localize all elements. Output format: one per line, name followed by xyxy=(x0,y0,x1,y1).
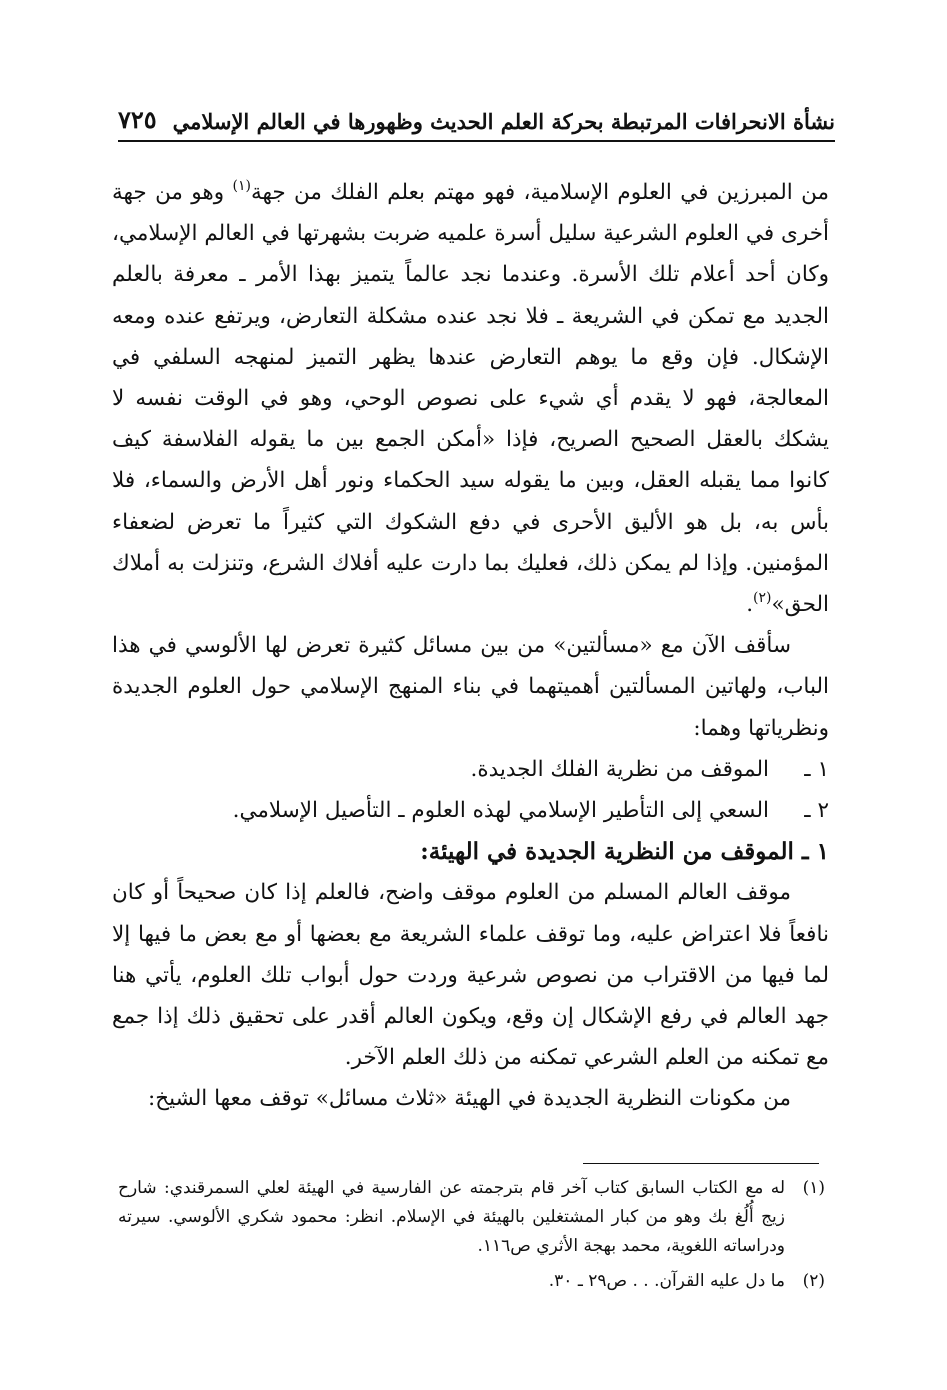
page-number: ٧٢٥ xyxy=(118,105,157,134)
list-item xyxy=(112,749,829,790)
list-item-text: السعي إلى التأطير الإسلامي لهذه العلوم ـ التأصيل الإسلامي. xyxy=(232,798,769,824)
list-item-number: ٢ ـ xyxy=(804,798,829,824)
footnote xyxy=(118,1267,825,1296)
footnote-text: ما دل عليه القرآن. . . ص٢٩ ـ ٣٠. xyxy=(548,1271,785,1291)
page-header xyxy=(118,96,835,142)
footnote-ref-1: (١) xyxy=(232,178,251,194)
running-title: نشأة الانحرافات المرتبطة بحركة العلم الحديث وظهورها في العالم الإسلامي xyxy=(172,109,835,134)
paragraph-1-start: من المبرزين في العلوم الإسلامية، فهو مهتم بعلم الفلك من جهة xyxy=(250,180,829,205)
list-item-number: ١ ـ xyxy=(804,756,829,782)
section-heading: ١ ـ الموقف من النظرية الجديدة في الهيئة: xyxy=(420,838,829,866)
paragraph-3: موقف العالم المسلم من العلوم موقف واضح، فالعلم إذا كان صحيحاً أو كان نافعاً فلا اعتراض عليه، وما توقف علماء الشريعة مع بعضها أو مع بعض ما فيها إلا لما فيها من الاقتراب من نصوص شرعية وردت حول أبواب تلك العلوم، يأتي هنا جهد العالم في رفع الإشكال إن وقع، ويكون العالم أقدر على تحقيق ذلك إذا جمع مع تمكنه من العلم الشرعي تمكنه من ذلك العلم الآخر. xyxy=(112,880,829,1071)
paragraph-1-end: . xyxy=(746,592,754,618)
paragraph-4: من مكونات النظرية الجديدة في الهيئة «ثلاث مسائل» توقف معها الشيخ: xyxy=(147,1086,791,1112)
footnote-ref-2: (٢) xyxy=(753,590,772,607)
main-text xyxy=(112,172,829,1120)
footnote-number: (١) xyxy=(802,1178,825,1198)
list-item-text: الموقف من نظرية الفلك الجديدة. xyxy=(470,756,769,782)
footnote xyxy=(118,1174,825,1261)
footnotes xyxy=(118,1174,825,1302)
paragraph-2: سأقف الآن مع «مسألتين» من بين مسائل كثيرة تعرض لها الألوسي في هذا الباب، ولهاتين المسألتين أهميتهما في بناء المنهج الإسلامي حول العلوم الجديدة ونظرياتها وهما: xyxy=(112,633,829,741)
paragraph-1 xyxy=(112,172,829,625)
list-item xyxy=(112,790,829,831)
footnote-number: (٢) xyxy=(802,1271,825,1291)
footnote-separator xyxy=(583,1163,819,1164)
footnote-text: له مع الكتاب السابق كتاب آخر قام بترجمته عن الفارسية في الهيئة لعلي السمرقندي: شارح زيج أُلُغ بك وهو من كبار المشتغلين بالهيئة في الإسلام. انظر: محمود شكري الألوسي. سيرته ودراساته اللغوية، محمد بهجة الأثري ص١١٦. xyxy=(118,1178,785,1256)
paragraph-1-body: وهو من جهة أخرى في العلوم الشرعية سليل أسرة علميه ضربت بشهرتها في العالم الإسلامي، وكان أحد أعلام تلك الأسرة. وعندما نجد عالماً يتميز بهذا الأمر ـ معرفة بالعلم الجديد مع تمكن في الشريعة ـ فلا نجد عنده مشكلة التعارض، ويرتفع عنده ومعه الإشكال. فإن وقع ما يوهم التعارض عندها يظهر التميز لمنهجه السلفي في المعالجة، فهو لا يقدم أي شيء على نصوص الوحي، وهو في الوقت نفسه لا يشكك بالعقل الصحيح الصريح، فإذا «أمكن الجمع بين ما يقوله الفلاسفة كيف كانوا مما يقبله العقل، وبين ما يقوله سيد الحكماء ونور أهل الأرض والسماء، فلا بأس به، بل هو الأليق الأحرى في دفع الشكوك التي كثيراً ما تعرض لضعفاء المؤمنين. وإذا لم يمكن ذلك، فعليك بما دارت عليه أفلاك الشرع، وتنزلت به أملاك الحق» xyxy=(112,180,829,618)
